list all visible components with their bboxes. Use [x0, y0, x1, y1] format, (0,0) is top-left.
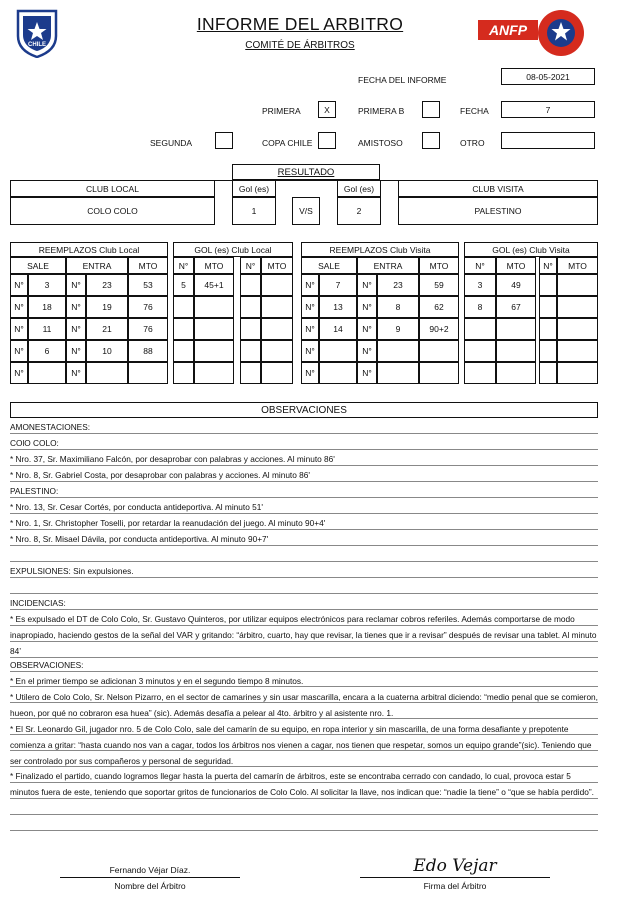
entra-local-cell[interactable]: 19 — [86, 296, 128, 318]
ruled-line — [10, 625, 598, 626]
gol-local-num-cell-2[interactable] — [240, 296, 261, 318]
club-visita-label: CLUB VISITA — [398, 180, 598, 197]
header-entra-visita: ENTRA — [357, 257, 419, 274]
header-mto-gol-local-1: MTO — [194, 257, 234, 274]
observacion-1: * En el primer tiempo se adicionan 3 minutos y en el segundo tiempo 8 minutos. — [10, 676, 304, 686]
gol-visita-mto-cell-2[interactable] — [557, 318, 598, 340]
firma-signature: Edo Vejar — [413, 856, 497, 876]
ruled-line — [10, 593, 598, 594]
entra-visita-cell[interactable] — [377, 340, 419, 362]
header-mto-gol-local-2: MTO — [261, 257, 293, 274]
fecha-field[interactable]: 7 — [501, 101, 595, 118]
ruled-line — [10, 657, 598, 658]
ruled-line — [10, 702, 598, 703]
num-label: N° — [66, 362, 86, 384]
ruled-line — [10, 830, 598, 831]
mto-visita-cell[interactable]: 90+2 — [419, 318, 459, 340]
report-title: INFORME DEL ARBITRO — [196, 14, 404, 34]
num-label: N° — [357, 362, 377, 384]
num-label: N° — [10, 318, 28, 340]
gol-local-num-cell-2[interactable] — [240, 274, 261, 296]
observacion-line: * Nro. 8, Sr. Gabriel Costa, por desaprobar con palabras y acciones. Al minuto 86' — [10, 470, 310, 480]
sale-visita-cell[interactable] — [319, 340, 357, 362]
num-label: N° — [10, 296, 28, 318]
observacion-2: * Utilero de Colo Colo, Sr. Nelson Pizarro, en el sector de camarines y sin usar mascarilla, encara a la cuaterna arbitral diciendo: “medio penal que se comieron, hueon, por qué no cobraron esa huea” (sic). Además desafía a pelear al 4to. árbitro y al asistente nro. 1. — [10, 692, 598, 718]
club-local-label: CLUB LOCAL — [10, 180, 215, 197]
gol-visita-num-cell-2[interactable] — [539, 318, 557, 340]
copa-chile-checkbox[interactable] — [318, 132, 336, 149]
observacion-line: INCIDENCIAS: — [10, 598, 66, 608]
otro-label: OTRO — [460, 138, 485, 148]
gol-local-mto-cell-2[interactable] — [261, 318, 293, 340]
ruled-line — [10, 782, 598, 783]
entra-visita-cell[interactable] — [377, 362, 419, 384]
sale-local-cell[interactable]: 11 — [28, 318, 66, 340]
ruled-line — [10, 609, 598, 610]
num-label: N° — [357, 340, 377, 362]
sale-local-cell[interactable] — [28, 362, 66, 384]
num-label: N° — [66, 340, 86, 362]
primera-b-checkbox[interactable] — [422, 101, 440, 118]
ruled-line — [10, 718, 598, 719]
anfp-logo-text: ANFP — [478, 20, 538, 40]
gol-visita-num-cell[interactable]: 8 — [464, 296, 496, 318]
gol-local-num-cell[interactable] — [173, 296, 194, 318]
num-label: N° — [66, 296, 86, 318]
num-label: N° — [301, 362, 319, 384]
observacion-line: COlO COLO: — [10, 438, 59, 448]
gol-local-num-cell[interactable] — [173, 340, 194, 362]
mto-visita-cell[interactable]: 59 — [419, 274, 459, 296]
header-num-gol-local-2: N° — [240, 257, 261, 274]
anfp-logo — [478, 8, 596, 58]
goles-visita-value: 2 — [337, 197, 381, 225]
observacion-line: PALESTINO: — [10, 486, 59, 496]
observacion-3: * El Sr. Leonardo Gil, jugador nro. 5 de Colo Colo, sale del camarín de su equipo, en ropa interior y sin mascarilla, de una forma desafiante y prepotente comienza a gritar: “hasta cuando nos van a cagar, todos los árbitros nos vienen a cagar, nos tienen que respetar, somos un equipo grande”(sic). Teniendo que ser controlado por sus compañeros y personal de seguridad. — [10, 724, 592, 766]
ruled-line — [10, 481, 598, 482]
goles-local-title: GOL (es) Club Local — [173, 242, 293, 257]
gol-visita-mto-cell-2[interactable] — [557, 340, 598, 362]
ruled-line — [10, 766, 598, 767]
gol-local-mto-cell-2[interactable] — [261, 340, 293, 362]
observacion-4: * Finalizado el partido, cuando logramos llegar hasta la puerta del camarín de árbitros, este se encontraba cerrado con candado, lo cual, provoca estar 5 minutos fuera de este, teniendo que soportar gritos de funcionarios de Colo Colo. Al solicitar la llave, nos indican que: “nadie la tiene” o “que se había perdido”. — [10, 771, 594, 797]
goles-local-label: Gol (es) — [232, 180, 276, 197]
num-label: N° — [301, 318, 319, 340]
mto-visita-cell[interactable] — [419, 362, 459, 384]
header-num-gol-visita-1: N° — [464, 257, 496, 274]
gol-visita-mto-cell-2[interactable] — [557, 274, 598, 296]
vs-label: V/S — [292, 197, 320, 225]
gol-visita-mto-cell[interactable]: 67 — [496, 296, 536, 318]
header-mto-local: MTO — [128, 257, 168, 274]
arbitro-name: Fernando Véjar Díaz. — [109, 865, 191, 875]
reemplazos-visita-title: REEMPLAZOS Club Visita — [301, 242, 459, 257]
num-label: N° — [10, 340, 28, 362]
observacion-line: * Nro. 37, Sr. Maximiliano Falcón, por desaprobar con palabras y acciones. Al minuto 86' — [10, 454, 335, 464]
sale-visita-cell[interactable] — [319, 362, 357, 384]
gol-visita-mto-cell-2[interactable] — [557, 362, 598, 384]
primera-b-label: PRIMERA B — [358, 106, 405, 116]
goles-visita-label: Gol (es) — [337, 180, 381, 197]
gol-visita-num-cell[interactable]: 3 — [464, 274, 496, 296]
header-entra-local: ENTRA — [66, 257, 128, 274]
num-label: N° — [66, 318, 86, 340]
gol-local-mto-cell[interactable] — [194, 340, 234, 362]
sale-local-cell[interactable]: 6 — [28, 340, 66, 362]
ruled-line — [10, 497, 598, 498]
ruled-line — [10, 814, 598, 815]
segunda-checkbox[interactable] — [215, 132, 233, 149]
amistoso-checkbox[interactable] — [422, 132, 440, 149]
fecha-informe-field[interactable]: 08-05-2021 — [501, 68, 595, 85]
header-sale-visita: SALE — [301, 257, 357, 274]
header-mto-visita: MTO — [419, 257, 459, 274]
gol-visita-num-cell[interactable] — [464, 340, 496, 362]
gol-local-num-cell-2[interactable] — [240, 362, 261, 384]
entra-local-cell[interactable] — [86, 362, 128, 384]
copa-chile-label: COPA CHILE — [262, 138, 313, 148]
sale-visita-cell[interactable]: 14 — [319, 318, 357, 340]
gol-visita-num-cell[interactable] — [464, 362, 496, 384]
sale-visita-cell[interactable]: 7 — [319, 274, 357, 296]
observacion-line: * Nro. 13, Sr. Cesar Cortés, por conducta antideportiva. Al minuto 51' — [10, 502, 263, 512]
gol-local-num-cell[interactable]: 5 — [173, 274, 194, 296]
fecha-informe-label: FECHA DEL INFORME — [358, 75, 447, 85]
ruled-line — [10, 513, 598, 514]
mto-local-cell[interactable]: 53 — [128, 274, 168, 296]
entra-local-cell[interactable]: 21 — [86, 318, 128, 340]
gol-local-mto-cell[interactable] — [194, 296, 234, 318]
num-label: N° — [10, 362, 28, 384]
mto-visita-cell[interactable] — [419, 340, 459, 362]
header-mto-gol-visita-2: MTO — [557, 257, 598, 274]
mto-local-cell[interactable]: 76 — [128, 318, 168, 340]
club-local-name: COLO COLO — [10, 197, 215, 225]
gol-local-mto-cell-2[interactable] — [261, 296, 293, 318]
gol-local-mto-cell-2[interactable] — [261, 274, 293, 296]
firma-label: Firma del Árbitro — [423, 881, 487, 891]
ruled-line — [10, 561, 598, 562]
observacion-line: * Nro. 8, Sr. Misael Dávila, por conducta antideportiva. Al minuto 90+7' — [10, 534, 269, 544]
gol-local-mto-cell[interactable]: 45+1 — [194, 274, 234, 296]
ruled-line — [10, 529, 598, 530]
goles-local-value: 1 — [232, 197, 276, 225]
gol-local-mto-cell-2[interactable] — [261, 362, 293, 384]
observacion-line: AMONESTACIONES: — [10, 422, 91, 432]
otro-field[interactable] — [501, 132, 595, 149]
chile-logo-text: CHILE — [28, 42, 46, 48]
gol-local-num-cell[interactable] — [173, 318, 194, 340]
num-label: N° — [10, 274, 28, 296]
ruled-line — [10, 577, 598, 578]
ruled-line — [10, 465, 598, 466]
ruled-line — [10, 671, 598, 672]
num-label: N° — [301, 274, 319, 296]
mto-local-cell[interactable]: 88 — [128, 340, 168, 362]
arbitro-name-label: Nombre del Árbitro — [114, 881, 186, 891]
gol-visita-num-cell-2[interactable] — [539, 362, 557, 384]
observacion-line: EXPULSIONES: Sin expulsiones. — [10, 566, 134, 576]
gol-visita-mto-cell[interactable] — [496, 340, 536, 362]
ruled-line — [10, 449, 598, 450]
mto-local-cell[interactable] — [128, 362, 168, 384]
num-label: N° — [357, 296, 377, 318]
observaciones-title: OBSERVACIONES — [10, 402, 598, 418]
entra-visita-cell[interactable]: 23 — [377, 274, 419, 296]
reemplazos-local-title: REEMPLAZOS Club Local — [10, 242, 168, 257]
chile-federation-logo — [14, 8, 60, 58]
mto-local-cell[interactable]: 76 — [128, 296, 168, 318]
primera-label: PRIMERA — [262, 106, 301, 116]
sale-local-cell[interactable]: 18 — [28, 296, 66, 318]
gol-visita-num-cell[interactable] — [464, 318, 496, 340]
ruled-line — [10, 798, 598, 799]
gol-local-mto-cell[interactable] — [194, 362, 234, 384]
entra-visita-cell[interactable]: 9 — [377, 318, 419, 340]
gol-visita-mto-cell-2[interactable] — [557, 296, 598, 318]
ruled-line — [10, 734, 598, 735]
gol-visita-num-cell-2[interactable] — [539, 340, 557, 362]
num-label: N° — [301, 296, 319, 318]
gol-local-num-cell[interactable] — [173, 362, 194, 384]
sale-local-cell[interactable]: 3 — [28, 274, 66, 296]
ruled-line — [10, 433, 598, 434]
ruled-line — [10, 641, 598, 642]
num-label: N° — [66, 274, 86, 296]
gol-local-num-cell-2[interactable] — [240, 340, 261, 362]
gol-visita-num-cell-2[interactable] — [539, 296, 557, 318]
num-label: N° — [301, 340, 319, 362]
num-label: N° — [357, 274, 377, 296]
gol-local-mto-cell[interactable] — [194, 318, 234, 340]
observacion-line: * Nro. 1, Sr. Christopher Toselli, por retardar la reanudación del juego. Al minuto 90+4' — [10, 518, 326, 528]
header-mto-gol-visita-1: MTO — [496, 257, 536, 274]
primera-checkbox[interactable]: X — [318, 101, 336, 118]
gol-visita-mto-cell[interactable] — [496, 362, 536, 384]
fecha-label: FECHA — [460, 106, 489, 116]
header-num-gol-local-1: N° — [173, 257, 194, 274]
report-subtitle: COMITÉ DE ÁRBITROS — [245, 40, 355, 51]
club-visita-name: PALESTINO — [398, 197, 598, 225]
header-sale-local: SALE — [10, 257, 66, 274]
incidencia-1: * Es expulsado el DT de Colo Colo, Sr. Gustavo Quinteros, por utilizar equipos electrónicos para reclamar cobros referiles. Además comportarse de modo inapropiado, haciendo gestos de la señal del VAR y gritando: “árbitro, cuarto, hay que revisar, la tienes que ir a revisar” después de revisar una tablet. Al minuto 84’ — [10, 614, 597, 656]
sale-visita-cell[interactable]: 13 — [319, 296, 357, 318]
mto-visita-cell[interactable]: 62 — [419, 296, 459, 318]
ruled-line — [10, 545, 598, 546]
gol-local-num-cell-2[interactable] — [240, 318, 261, 340]
amistoso-label: AMISTOSO — [358, 138, 403, 148]
observaciones-sub-label: OBSERVACIONES: — [10, 660, 84, 670]
gol-visita-num-cell-2[interactable] — [539, 274, 557, 296]
resultado-title: RESULTADO — [232, 164, 380, 180]
goles-visita-title: GOL (es) Club Visita — [464, 242, 598, 257]
ruled-line — [10, 686, 598, 687]
ruled-line — [10, 750, 598, 751]
gol-visita-mto-cell[interactable] — [496, 318, 536, 340]
entra-local-cell[interactable]: 10 — [86, 340, 128, 362]
num-label: N° — [357, 318, 377, 340]
entra-visita-cell[interactable]: 8 — [377, 296, 419, 318]
gol-visita-mto-cell[interactable]: 49 — [496, 274, 536, 296]
header-num-gol-visita-2: N° — [539, 257, 557, 274]
entra-local-cell[interactable]: 23 — [86, 274, 128, 296]
segunda-label: SEGUNDA — [150, 138, 193, 148]
